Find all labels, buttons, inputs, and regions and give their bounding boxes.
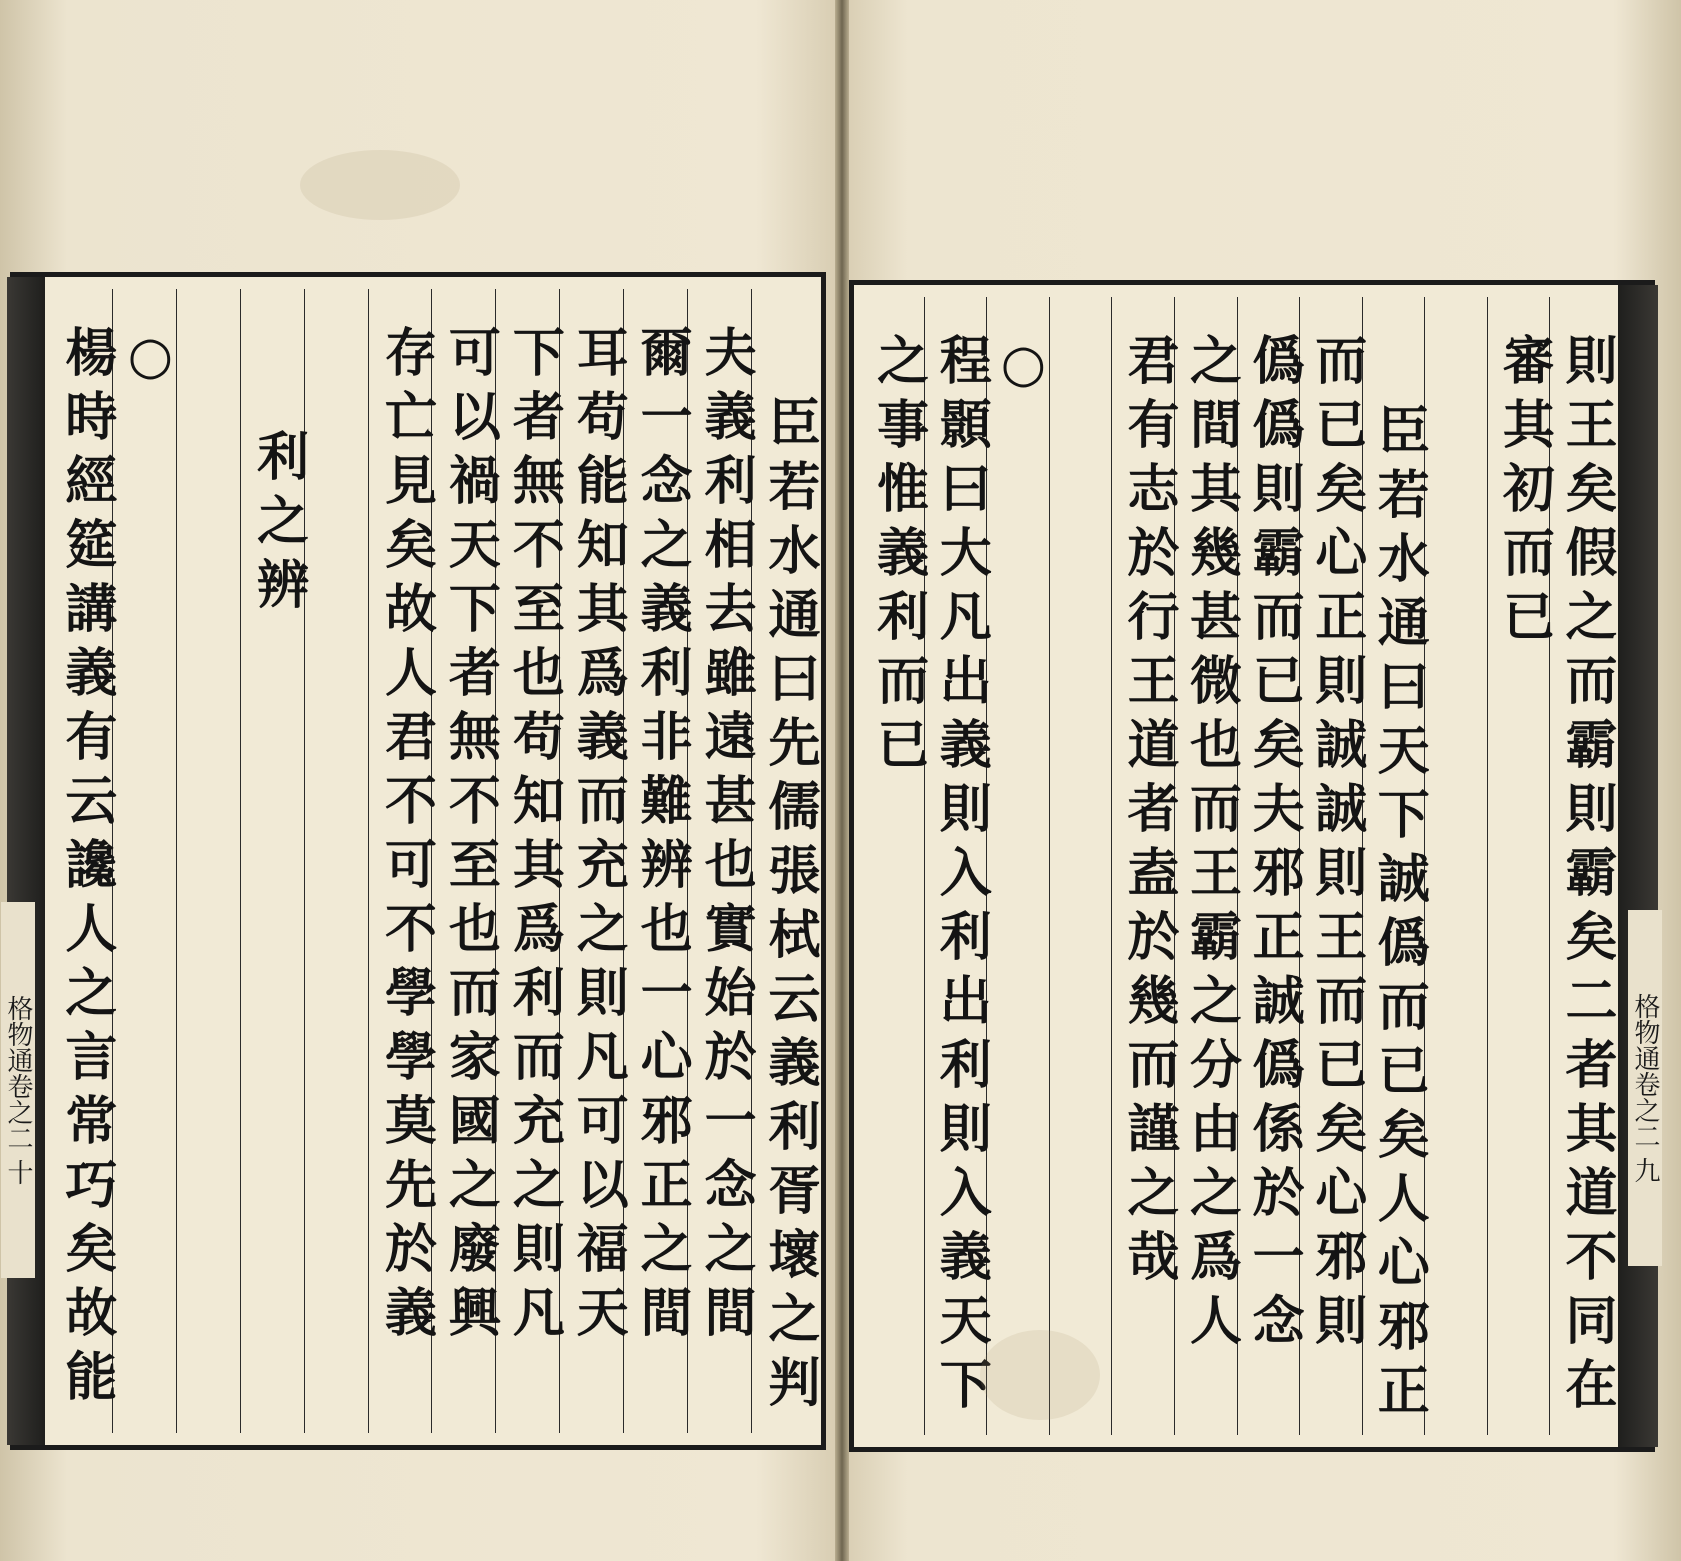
- left-page-frame: [3, 272, 826, 1450]
- left-banxin: [3, 277, 45, 1445]
- paper-stain: [300, 150, 460, 220]
- column-text: 審其初而已: [1493, 333, 1555, 653]
- column-text: 程顥曰大凡出義則入利出利則入義天下: [930, 333, 992, 1421]
- right-page-frame: [849, 280, 1660, 1452]
- left-page: [0, 0, 836, 1561]
- left-banxin-title: 格物通卷之二: [3, 994, 33, 1151]
- text-column: [1299, 297, 1367, 1435]
- text-column: [1111, 297, 1179, 1435]
- text-column: [623, 289, 693, 1433]
- right-banxin-label: [1628, 910, 1662, 1266]
- column-text: 之事惟義利而已: [867, 333, 929, 781]
- column-text: 下者無不至也苟知其爲利而充之則凡: [503, 325, 565, 1349]
- circle-mark: ○: [992, 333, 1054, 406]
- column-text: 楊時經筵講義有云讒人之言常巧矣故能: [55, 325, 117, 1413]
- text-column: [559, 289, 629, 1433]
- column-text: 臣若水通曰先儒張栻云義利胥壞之判: [759, 395, 820, 1419]
- text-column: [495, 289, 565, 1433]
- right-leaf-number: 九: [1630, 1157, 1660, 1184]
- book-gutter: [835, 0, 849, 1561]
- right-banxin: [1618, 285, 1658, 1447]
- column-text: 則王矣假之而霸則霸矣二者其道不同在: [1556, 333, 1617, 1421]
- text-column: [986, 297, 1054, 1435]
- right-banxin-title: 格物通卷之二: [1630, 992, 1660, 1149]
- column-text: 耳苟能知其爲義而充之則凡可以福天: [567, 325, 629, 1349]
- column-text: 臣若水通曰天下誠僞而已矣人心邪正: [1368, 403, 1430, 1427]
- text-column: [924, 297, 992, 1435]
- text-column: [431, 289, 501, 1433]
- text-column: [751, 289, 820, 1433]
- text-column: [112, 289, 181, 1433]
- column-text: 爾一念之義利非難辨也一心邪正之間: [631, 325, 693, 1349]
- column-text: 之間其幾甚微也而王霸之分由之爲人: [1180, 333, 1242, 1357]
- text-column: [49, 289, 117, 1433]
- text-column: [1549, 297, 1617, 1435]
- circle-mark: ○: [119, 325, 181, 398]
- paper-stain: [980, 1330, 1100, 1420]
- column-text: 利之辨: [247, 429, 309, 621]
- text-column: [1174, 297, 1242, 1435]
- column-text: 僞僞則霸而已矣夫邪正誠僞係於一念: [1243, 333, 1305, 1357]
- text-column: [1237, 297, 1305, 1435]
- text-column: [862, 297, 929, 1435]
- left-banxin-label: [1, 902, 35, 1278]
- text-column: [1362, 297, 1430, 1435]
- text-column: [304, 289, 368, 1433]
- text-column: [1487, 297, 1555, 1435]
- text-column: [368, 289, 437, 1433]
- column-text: 而已矣心正則誠誠則王而已矣心邪則: [1305, 333, 1367, 1357]
- right-page: [849, 0, 1681, 1561]
- column-text: 夫義利相去雖遠甚也實始於一念之間: [695, 325, 757, 1349]
- column-text: 可以禍天下者無不至也而家國之廢興: [439, 325, 501, 1349]
- left-page-columns: [49, 289, 820, 1433]
- column-text: 君有志於行王道者盍於幾而謹之哉: [1117, 333, 1179, 1293]
- text-column: [240, 289, 309, 1433]
- text-column: [176, 289, 240, 1433]
- column-text: 存亡見矣故人君不可不學學莫先於義: [375, 325, 437, 1349]
- right-page-columns: [862, 297, 1617, 1435]
- text-column: [1424, 297, 1487, 1435]
- text-column: [687, 289, 757, 1433]
- text-column: [1049, 297, 1112, 1435]
- left-leaf-number: 十: [3, 1159, 33, 1186]
